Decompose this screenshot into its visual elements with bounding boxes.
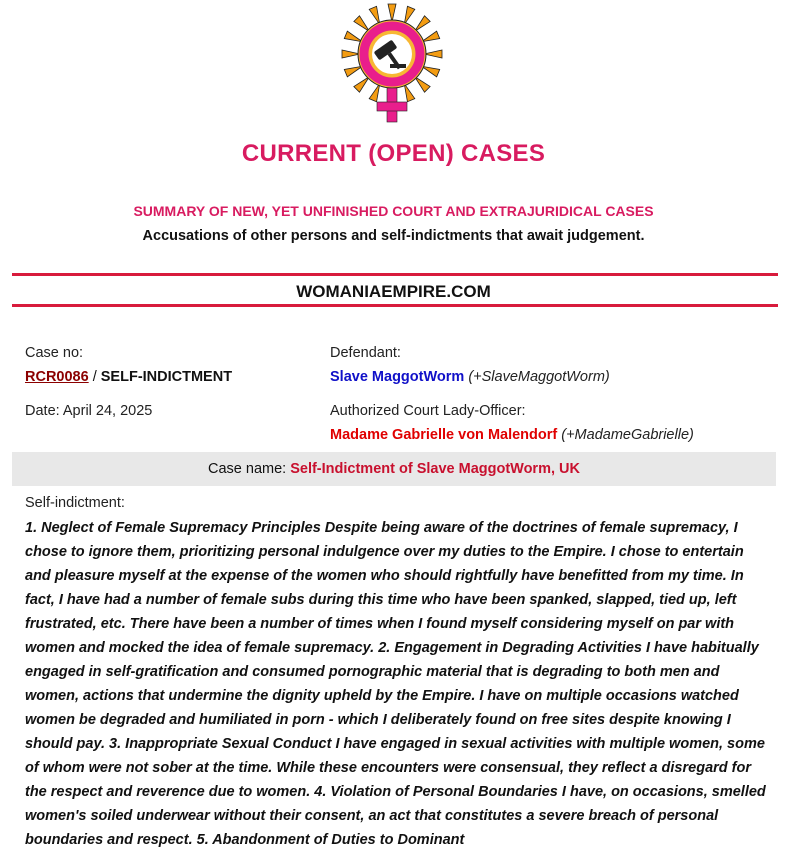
officer-link[interactable]: Madame Gabrielle von Malendorf [330, 427, 558, 443]
case-id-link[interactable]: RCR0086 [25, 369, 89, 385]
page-subtitle: SUMMARY OF NEW, YET UNFINISHED COURT AND EXTRAJURIDICAL CASES [133, 203, 654, 219]
case-type: SELF-INDICTMENT [100, 369, 233, 385]
defendant-link[interactable]: Slave MaggotWorm [330, 369, 465, 385]
divider-top [12, 273, 778, 276]
site-name[interactable]: WOMANIAEMPIRE.COM [296, 282, 491, 301]
defendant-label: Defendant: [330, 345, 401, 361]
defendant-handle: (+SlaveMaggotWorm) [468, 369, 610, 385]
self-indictment-label: Self-indictment: [25, 495, 125, 511]
venus-gavel-sun-logo-icon[interactable] [336, 2, 448, 130]
defendant [330, 369, 610, 385]
case-number [25, 369, 232, 385]
page-title: CURRENT (OPEN) CASES [241, 140, 546, 167]
case-name-bar [12, 452, 776, 486]
case-name-label: Case name: [208, 461, 291, 477]
divider-bottom [12, 304, 778, 307]
case-date: Date: April 24, 2025 [25, 403, 153, 419]
self-indictment-text: 1. Neglect of Female Supremacy Principles Despite being aware of the doctrines of female supremacy, I chose to ignore them, prioritizing personal indulgence over my duties to the Empire. I chose to entertain and pleasure myself at the expense of the women who should rightfully have benefitted from my time. In fact, I have had a number of female subs during this time who have been spanked, slapped, tied up, left frustrated, etc. There have been a number of times when I found myself considering myself on par with women and mocked the idea of female supremacy. 2. Engagement in Degrading Activities I have habitually engaged in self-gratification and consumed pornographic material that is degrading to both men and women, actions that undermine the dignity upheld by the Empire. I have on multiple occasions watched women be degraded and humiliated in porn - which I deliberately found on free sites despite knowing I should pay. 3. Inappropriate Sexual Conduct I have engaged in sexual activities with multiple women, some of whom were not sober at the time. While these encounters were consensual, they reflect a disregard for the respect and reverence due to women. 4. Violation of Personal Boundaries I have, on occasions, smelled women's soiled underwear without their consent, an act that constitutes a severe breach of personal boundaries and respect. 5. Abandonment of Duties to Dominant [25, 520, 766, 848]
officer-handle: (+MadameGabrielle) [561, 427, 694, 443]
officer [330, 427, 694, 443]
case-name: Self-Indictment of Slave MaggotWorm, UK [290, 461, 580, 477]
case-separator: / [88, 369, 101, 385]
officer-label: Authorized Court Lady-Officer: [330, 403, 526, 419]
case-no-label: Case no: [25, 345, 84, 361]
page-tagline: Accusations of other persons and self-indictments that await judgement. [142, 228, 645, 244]
